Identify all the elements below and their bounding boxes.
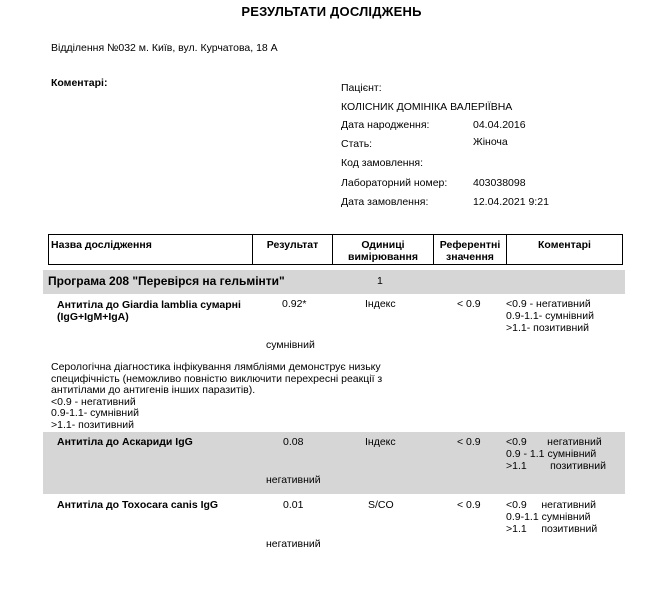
test-note-line: антитілами до антигенів інших паразитів). <box>51 384 256 396</box>
test-name: Антитіла до Аскариди IgG <box>57 436 193 448</box>
page-title: РЕЗУЛЬТАТИ ДОСЛІДЖЕНЬ <box>241 4 422 19</box>
test-comment-line: >1.1 позитивний <box>506 460 606 472</box>
lab-number: 403038098 <box>473 177 526 189</box>
patient-field-label: Дата замовлення: <box>341 196 429 208</box>
test-note-line: специфічність (неможливо повністю виключити перехресні реакції з <box>51 373 383 385</box>
test-result: 0.08 <box>283 436 304 448</box>
test-interpretation: сумнівний <box>266 339 315 351</box>
test-units: Індекс <box>365 298 396 310</box>
sex: Жіноча <box>473 136 508 148</box>
test-comment-line: >1.1 позитивний <box>506 523 598 535</box>
test-note-line: 0.9-1.1- сумнівний <box>51 407 139 419</box>
test-result: 0.01 <box>283 499 304 511</box>
branch-address: Відділення №032 м. Київ, вул. Курчатова, 18 А <box>51 42 278 54</box>
header-result: Результат <box>253 235 333 264</box>
header-name: Назва дослідження <box>49 235 253 264</box>
order-date: 12.04.2021 9:21 <box>473 196 549 208</box>
test-interpretation: негативний <box>266 538 321 550</box>
test-result: 0.92* <box>282 298 307 310</box>
test-comment-line: 0.9-1.1 сумнівний <box>506 511 591 523</box>
test-note-line: >1.1- позитивний <box>51 419 135 431</box>
test-note-line: Серологічна діагностика інфікування лямбліями демонструє низьку <box>51 361 381 373</box>
test-comment-line: 0.9-1.1- сумнівний <box>506 310 594 322</box>
test-name: Антитіла до Giardia lamblia сумарні <box>57 299 241 311</box>
test-units: Індекс <box>365 436 396 448</box>
test-reference: < 0.9 <box>457 499 481 511</box>
patient-field-label: Лабораторний номер: <box>341 177 448 189</box>
test-comment-line: >1.1- позитивний <box>506 322 590 334</box>
header-reference: Референтні значення <box>434 235 507 264</box>
patient-field-label: Дата народження: <box>341 119 430 131</box>
patient-name: КОЛІСНИК ДОМІНІКА ВАЛЕРІЇВНА <box>341 101 513 113</box>
results-table-header <box>48 234 623 265</box>
comments-label: Коментарі: <box>51 77 108 89</box>
header-comment: Коментарі <box>538 239 591 251</box>
test-comment-line: 0.9 - 1.1 сумнівний <box>506 448 597 460</box>
test-reference: < 0.9 <box>457 436 481 448</box>
test-comment-line: <0.9 негативний <box>506 499 596 511</box>
program-name: Програма 208 "Перевірся на гельмінти" <box>48 274 285 288</box>
test-note-line: <0.9 - негативний <box>51 396 136 408</box>
test-reference: < 0.9 <box>457 298 481 310</box>
program-count: 1 <box>377 275 383 287</box>
header-units: Одиниці вимірювання <box>333 235 434 264</box>
patient-field-label: Код замовлення: <box>341 157 423 169</box>
test-units: S/CO <box>368 499 394 511</box>
test-name-line2: (IgG+IgM+IgA) <box>57 311 129 323</box>
patient-field-label: Стать: <box>341 138 373 150</box>
test-comment-line: <0.9 - негативний <box>506 298 591 310</box>
patient-label: Пацієнт: <box>341 82 382 94</box>
test-name: Антитіла до Toxocara canis IgG <box>57 499 219 511</box>
birth-date: 04.04.2016 <box>473 119 526 131</box>
test-comment-line: <0.9 негативний <box>506 436 602 448</box>
test-interpretation: негативний <box>266 474 321 486</box>
